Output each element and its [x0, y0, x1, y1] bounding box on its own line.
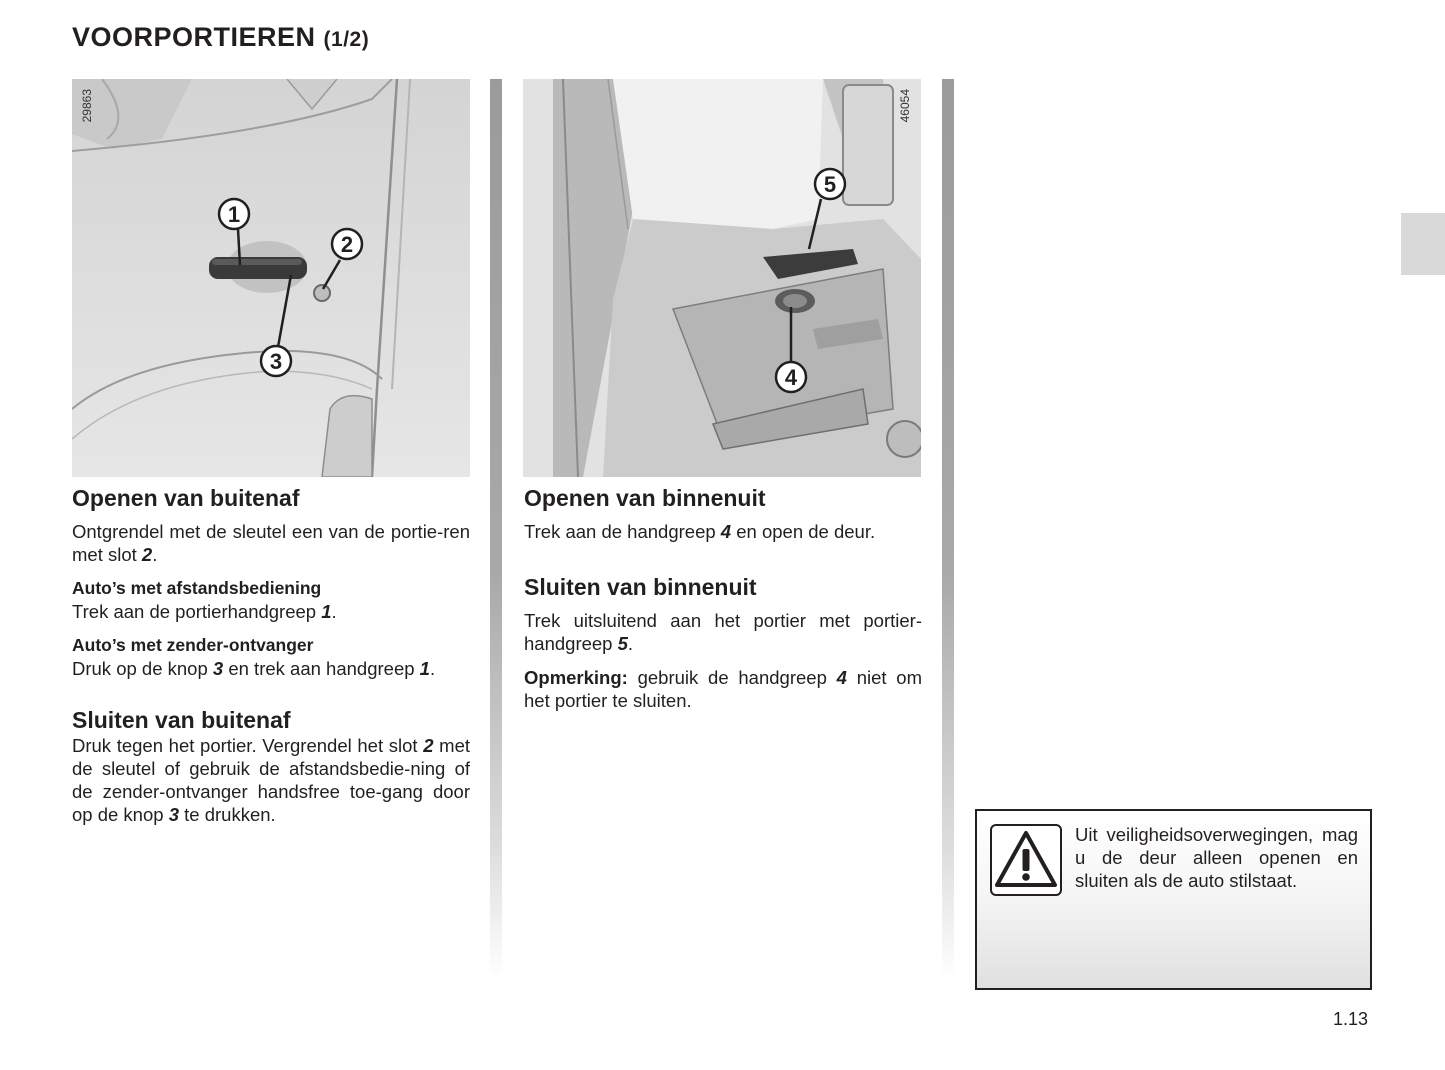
close-outside-text: Druk tegen het portier. Vergrendel het slot 2 met de sleutel of gebruik de afstandsbedie-ning of de zender-ontvanger handsfree toe-gang door op de knop 3 te drukken. [72, 735, 470, 825]
callout-1-label: 1 [227, 202, 241, 227]
page-title-main: VOORPORTIEREN [72, 22, 316, 52]
warning-triangle-icon [990, 824, 1062, 896]
note-text: Opmerking: gebruik de handgreep 4 niet om het portier te sluiten. [524, 667, 922, 711]
callout-2 [332, 229, 362, 259]
heading-close-inside: Sluiten van binnenuit [524, 574, 757, 600]
open-inside-text: Trek aan de handgreep 4 en open de deur. [524, 521, 876, 542]
callout-4-label: 4 [784, 365, 798, 390]
page-title-part: (1/2) [323, 28, 370, 51]
remote-title: Auto’s met afstandsbediening [72, 578, 322, 598]
left-column [72, 484, 470, 826]
open-outside-text: Ontgrendel met de sleutel een van de portie-ren met slot 2. [72, 521, 470, 565]
interior-handle-figure [523, 79, 921, 477]
callout-3 [261, 346, 291, 376]
heading-open-inside: Openen van binnenuit [524, 485, 766, 511]
warning-text: Uit veiligheidsoverwegingen, mag u de deur alleen openen en sluiten als de auto stilstaat. [1075, 824, 1358, 891]
heading-close-outside: Sluiten van buitenaf [72, 707, 291, 733]
middle-column [524, 484, 922, 712]
remote-text: Trek aan de portierhandgreep 1. [72, 601, 337, 622]
warning-box [975, 809, 1372, 990]
keyless-title: Auto’s met zender-ontvanger [72, 635, 314, 655]
keyless-text: Druk op de knop 3 en trek aan handgreep 1. [72, 658, 436, 679]
heading-open-outside: Openen van buitenaf [72, 485, 300, 511]
callout-1 [219, 199, 249, 229]
callout-3-label: 3 [269, 349, 283, 374]
page-number: 1.13 [1333, 1009, 1369, 1029]
close-inside-text: Trek uitsluitend aan het portier met portier-handgreep 5. [524, 610, 922, 654]
callout-5 [815, 169, 845, 199]
chapter-tab [1401, 213, 1445, 275]
page-title [72, 22, 369, 53]
callout-5-label: 5 [823, 172, 837, 197]
column-divider-1 [490, 79, 502, 979]
figure-code-left: 29863 [80, 89, 94, 123]
exterior-handle-figure [72, 79, 470, 477]
figure-code-middle: 46054 [898, 89, 912, 123]
callout-2-label: 2 [340, 232, 354, 257]
column-divider-2 [942, 79, 954, 979]
callout-4 [776, 362, 806, 392]
